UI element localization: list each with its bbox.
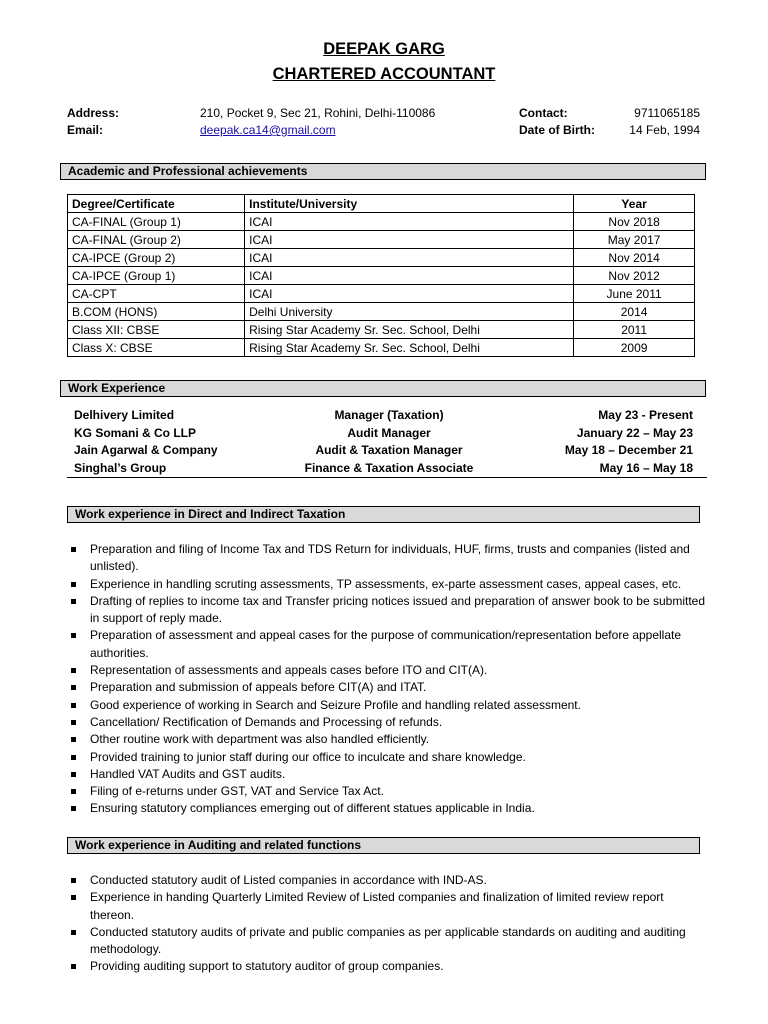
work-divider xyxy=(67,477,707,478)
list-item-text: Filing of e-returns under GST, VAT and Service Tax Act. xyxy=(90,784,384,799)
list-item-text: Preparation and filing of Income Tax and TDS Return for individuals, HUF, firms, trusts and companies (listed and unlisted). xyxy=(90,542,690,574)
job-period: May 18 – December 21 xyxy=(564,443,693,457)
year-cell: 2009 xyxy=(574,339,695,357)
work-row xyxy=(67,442,707,460)
list-item xyxy=(67,958,707,975)
academic-table xyxy=(67,194,695,357)
institute-cell: Rising Star Academy Sr. Sec. School, Delhi xyxy=(245,321,574,339)
email-link[interactable]: deepak.ca14@gmail.com xyxy=(200,123,336,137)
work-row xyxy=(67,407,707,425)
degree-cell: Class X: CBSE xyxy=(68,339,245,357)
institute-cell: Delhi University xyxy=(245,303,574,321)
dob-value: 14 Feb, 1994 xyxy=(629,123,700,137)
institute-cell: ICAI xyxy=(245,249,574,267)
year-cell: 2014 xyxy=(574,303,695,321)
contact-label: Contact: xyxy=(519,106,568,120)
list-item xyxy=(67,783,707,800)
table-row xyxy=(68,321,695,339)
degree-cell: CA-CPT xyxy=(68,285,245,303)
year-cell: May 2017 xyxy=(574,231,695,249)
list-item xyxy=(67,800,707,817)
bullet-icon xyxy=(71,547,76,552)
taxation-section-header: Work experience in Direct and Indirect Taxation xyxy=(67,506,700,523)
job-period: May 23 - Present xyxy=(598,408,693,422)
list-item-text: Experience in handling scruting assessments, TP assessments, ex-parte assessment cases, appeal cases, etc. xyxy=(90,576,682,591)
bullet-icon xyxy=(71,599,76,604)
list-item-text: Experience in handing Quarterly Limited Review of Listed companies and finalization of limited review report thereon. xyxy=(90,890,664,922)
phone-value: 9711065185 xyxy=(634,106,700,120)
list-item-text: Provided training to junior staff during our office to inculcate and share knowledge. xyxy=(90,749,526,764)
year-cell: 2011 xyxy=(574,321,695,339)
bullet-icon xyxy=(71,789,76,794)
bullet-icon xyxy=(71,895,76,900)
column-header-degree: Degree/Certificate xyxy=(68,195,245,213)
list-item xyxy=(67,627,707,662)
list-item xyxy=(67,731,707,748)
list-item xyxy=(67,766,707,783)
bullet-icon xyxy=(71,685,76,690)
list-item-text: Representation of assessments and appeals cases before ITO and CIT(A). xyxy=(90,663,488,678)
dob-label: Date of Birth: xyxy=(519,123,595,137)
list-item xyxy=(67,889,707,924)
year-cell: Nov 2012 xyxy=(574,267,695,285)
year-cell: Nov 2018 xyxy=(574,213,695,231)
list-item xyxy=(67,662,707,679)
bullet-icon xyxy=(71,930,76,935)
job-role: Audit & Taxation Manager xyxy=(315,443,463,457)
company-name: Delhivery Limited xyxy=(74,408,175,422)
list-item-text: Conducted statutory audit of Listed companies in accordance with IND-AS. xyxy=(90,873,487,887)
academic-section-header: Academic and Professional achievements xyxy=(60,163,706,180)
degree-cell: B.COM (HONS) xyxy=(68,303,245,321)
list-item-text: Preparation and submission of appeals before CIT(A) and ITAT. xyxy=(90,680,427,695)
address-label: Address: xyxy=(67,106,120,120)
list-item xyxy=(67,593,707,628)
degree-cell: CA-FINAL (Group 2) xyxy=(68,231,245,249)
work-section-header: Work Experience xyxy=(60,380,706,397)
bullet-icon xyxy=(71,878,76,883)
institute-cell: ICAI xyxy=(245,231,574,249)
list-item-text: Ensuring statutory compliances emerging out of different statues applicable in India. xyxy=(90,801,535,816)
column-header-year: Year xyxy=(574,195,695,213)
year-cell: Nov 2014 xyxy=(574,249,695,267)
table-row xyxy=(68,339,695,357)
list-item-text: Other routine work with department was also handled efficiently. xyxy=(90,732,430,747)
list-item xyxy=(67,924,707,959)
bullet-icon xyxy=(71,720,76,725)
year-cell: June 2011 xyxy=(574,285,695,303)
auditing-section-header: Work experience in Auditing and related functions xyxy=(67,837,700,854)
job-period: January 22 – May 23 xyxy=(576,425,693,440)
work-experience-list xyxy=(67,407,707,477)
bullet-icon xyxy=(71,772,76,777)
list-item-text: Cancellation/ Rectification of Demands and Processing of refunds. xyxy=(90,714,443,729)
degree-cell: CA-FINAL (Group 1) xyxy=(68,213,245,231)
email-label: Email: xyxy=(67,123,104,137)
table-row xyxy=(68,249,695,267)
academic-header-row xyxy=(68,195,695,213)
job-role: Audit Manager xyxy=(347,425,431,440)
institute-cell: Rising Star Academy Sr. Sec. School, Delhi xyxy=(245,339,574,357)
company-name: Singhal’s Group xyxy=(74,460,167,475)
table-row xyxy=(68,267,695,285)
list-item-text: Handled VAT Audits and GST audits. xyxy=(90,766,286,781)
company-name: KG Somani & Co LLP xyxy=(74,425,197,440)
list-item xyxy=(67,749,707,766)
degree-cell: CA-IPCE (Group 1) xyxy=(68,267,245,285)
address-value: 210, Pocket 9, Sec 21, Rohini, Delhi-110086 xyxy=(200,106,436,120)
list-item xyxy=(67,872,707,889)
bullet-icon xyxy=(71,806,76,811)
job-period: May 16 – May 18 xyxy=(599,460,693,475)
bullet-icon xyxy=(71,703,76,708)
institute-cell: ICAI xyxy=(245,267,574,285)
job-role: Manager (Taxation) xyxy=(334,408,444,422)
auditing-bullet-list xyxy=(67,872,707,976)
institute-cell: ICAI xyxy=(245,213,574,231)
table-row xyxy=(68,231,695,249)
bullet-icon xyxy=(71,633,76,638)
work-row xyxy=(67,425,707,443)
table-row xyxy=(68,213,695,231)
bullet-icon xyxy=(71,737,76,742)
list-item xyxy=(67,714,707,731)
list-item-text: Good experience of working in Search and Seizure Profile and handling related assessment. xyxy=(90,697,581,712)
table-row xyxy=(68,303,695,321)
degree-cell: Class XII: CBSE xyxy=(68,321,245,339)
table-row xyxy=(68,285,695,303)
institute-cell: ICAI xyxy=(245,285,574,303)
bullet-icon xyxy=(71,668,76,673)
list-item xyxy=(67,576,707,593)
resume-profession: CHARTERED ACCOUNTANT xyxy=(272,65,496,83)
list-item-text: Preparation of assessment and appeal cases for the purpose of communication/representation before appellate authorities. xyxy=(90,628,682,660)
list-item-text: Conducted statutory audits of private and public companies as per applicable standards on auditing and auditing methodology. xyxy=(90,924,686,957)
bullet-icon xyxy=(71,755,76,760)
bullet-icon xyxy=(71,964,76,969)
list-item xyxy=(67,541,707,576)
list-item xyxy=(67,697,707,714)
column-header-institute: Institute/University xyxy=(245,195,574,213)
degree-cell: CA-IPCE (Group 2) xyxy=(68,249,245,267)
work-row xyxy=(67,460,707,478)
bullet-icon xyxy=(71,582,76,587)
list-item xyxy=(67,679,707,696)
job-role: Finance & Taxation Associate xyxy=(304,460,474,475)
list-item-text: Drafting of replies to income tax and Transfer pricing notices issued and preparation of answer book to be submitted in support of reply made. xyxy=(90,593,706,626)
taxation-bullet-list xyxy=(67,541,707,818)
company-name: Jain Agarwal & Company xyxy=(74,443,218,457)
resume-name: DEEPAK GARG xyxy=(323,40,445,58)
list-item-text: Providing auditing support to statutory auditor of group companies. xyxy=(90,959,444,974)
